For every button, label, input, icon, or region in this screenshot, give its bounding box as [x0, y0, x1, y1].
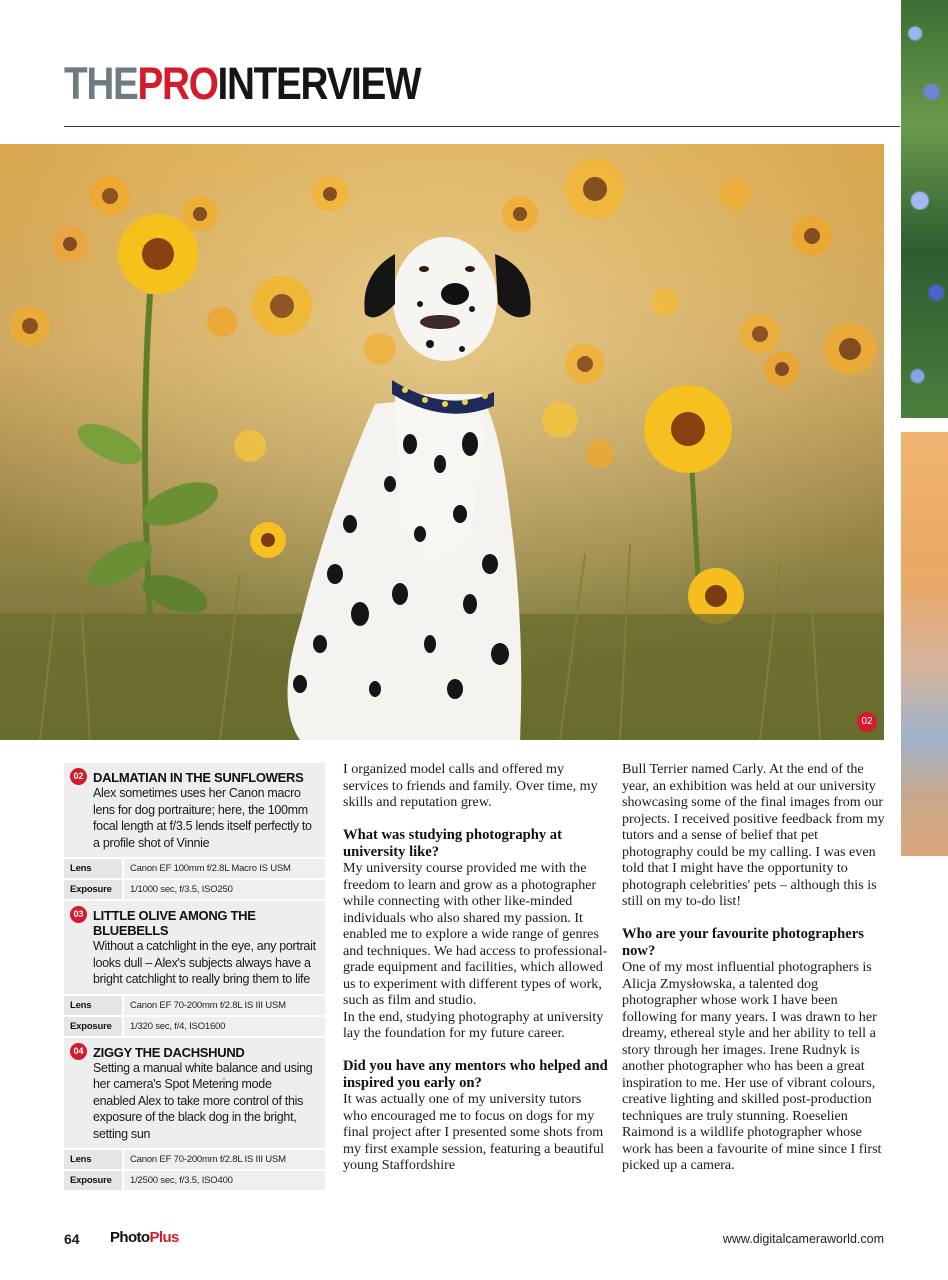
bluebells-thumbnail-photo: [901, 0, 948, 418]
sunset-thumbnail-photo: [901, 432, 948, 856]
spec-row-exposure: [64, 880, 325, 899]
photo-number-badge: 02: [857, 712, 877, 732]
spec-row-lens: [64, 996, 325, 1015]
interview-question: What was studying photography at university like?: [343, 827, 562, 860]
body-paragraph: It was actually one of my university tutors who encouraged me to focus on dogs for my final project after I presented some shots from my first example session, featuring a beautiful young Staffordshire: [343, 1091, 605, 1173]
caption-title: ZIGGY THE DACHSHUND: [93, 1044, 245, 1060]
caption-title: DALMATIAN IN THE SUNFLOWERS: [93, 770, 304, 785]
caption-number-badge: 03: [70, 906, 87, 923]
body-paragraph: One of my most influential photographers is Alicja Zmysłowska, a talented dog photographer whose work I have been following for many years. I was drawn to her dreamy, ethereal style and her ability to tell a story through her images. Irene Rudnyk is another photographer who has been a great inspiration to me. Her use of vibrant colours, creative lighting and skilled post-production techniques are truly stunning. Roeselien Raimond is a wildlife photographer whose work has been a favourite of mine since I first picked up a camera.: [622, 959, 882, 1173]
spec-label: Lens: [64, 996, 122, 1015]
caption-number-badge: 02: [70, 768, 87, 785]
spec-value: Canon EF 70-200mm f/2.8L IS III USM: [124, 1150, 325, 1169]
body-paragraph: I organized model calls and offered my services to friends and family. Over time, my skills and reputation grew.: [343, 761, 598, 810]
header-word-interview: INTERVIEW: [217, 58, 421, 109]
spec-value: 1/320 sec, f/4, ISO1600: [124, 1017, 325, 1036]
spec-label: Lens: [64, 859, 122, 878]
logo-part-photo: Photo: [110, 1229, 150, 1246]
photoplus-logo: [110, 1229, 179, 1246]
spec-value: Canon EF 100mm f/2.8L Macro IS USM: [124, 859, 325, 878]
caption-title: LITTLE OLIVE AMONG THE BLUEBELLS: [93, 908, 256, 938]
interview-question: Who are your favourite photographers now?: [622, 926, 864, 959]
spec-label: Lens: [64, 1150, 122, 1169]
spec-value: Canon EF 70-200mm f/2.8L IS III USM: [124, 996, 325, 1015]
article-column-3: [622, 761, 888, 1174]
spec-value: 1/1000 sec, f/3.5, ISO250: [124, 880, 325, 899]
article-column-2: [343, 761, 609, 1174]
spec-label: Exposure: [64, 1017, 122, 1036]
caption-text: Alex sometimes uses her Canon macro lens for dog portraiture; here, the 100mm focal length at f/3.5 lends itself perfectly to a profile shot of Vinnie: [93, 786, 312, 850]
spec-row-lens: [64, 859, 325, 878]
body-paragraph: My university course provided me with the freedom to learn and grow as a photographer while connecting with other like-minded individuals who also shared my passion. It enabled me to explore a wide range of genres and techniques. We had access to professional-grade equipment and facilities, which allowed us to experiment with different types of work, such as film and studio.: [343, 860, 608, 1008]
caption-number-badge: 04: [70, 1043, 87, 1060]
body-paragraph: Bull Terrier named Carly. At the end of the year, an exhibition was held at our university showcasing some of the final images from our projects. I received positive feedback from my tutors and a sense of belief that pet photography could be my calling. I was even told that I might have the opportunity to photograph celebrities' pets – although this is still on my to-do list!: [622, 761, 885, 909]
caption-text: Without a catchlight in the eye, any portrait looks dull – Alex's subjects always have a bright catchlight to really bring them to life: [93, 939, 316, 986]
caption-box: [64, 763, 325, 857]
page-header-title: [64, 58, 420, 110]
header-divider: [64, 126, 900, 127]
logo-part-plus: Plus: [149, 1229, 179, 1246]
caption-text: Setting a manual white balance and using her camera's Spot Metering mode enabled Alex to take more control of this exposure of the black dog in the bright, setting sun: [93, 1060, 313, 1141]
website-url: www.digitalcameraworld.com: [722, 1232, 884, 1246]
spec-row-exposure: [64, 1171, 325, 1190]
header-word-pro: PRO: [137, 58, 218, 109]
spec-row-exposure: [64, 1017, 325, 1036]
header-word-the: THE: [64, 58, 138, 109]
page-number: 64: [64, 1231, 80, 1247]
caption-box: [64, 901, 325, 994]
spec-row-lens: [64, 1150, 325, 1169]
interview-question: Did you have any mentors who helped and inspired you early on?: [343, 1058, 608, 1091]
dalmatian-sunflower-photo: [0, 144, 884, 740]
spec-label: Exposure: [64, 1171, 122, 1190]
caption-box: [64, 1038, 325, 1149]
spec-value: 1/2500 sec, f/3.5, ISO400: [124, 1171, 325, 1190]
photo-captions: [64, 763, 325, 1190]
body-paragraph: In the end, studying photography at university lay the foundation for my future career.: [343, 1008, 604, 1041]
spec-label: Exposure: [64, 880, 122, 899]
